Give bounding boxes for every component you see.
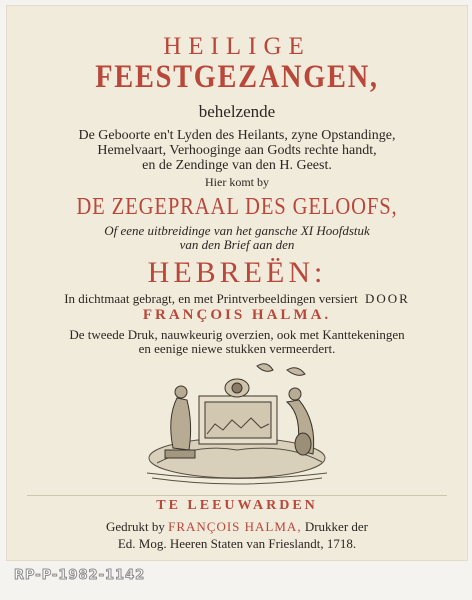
title-main: FEESTGEZANGEN,: [95, 59, 379, 95]
appendix-intro: Hier komt by: [205, 175, 269, 189]
author-name: FRANÇOIS HALMA.: [142, 307, 332, 323]
edition-block: [7, 328, 467, 356]
appendix-subtitle: [7, 224, 467, 252]
author-door: DOOR: [364, 291, 410, 306]
imprint-place: TE LEEUWARDEN: [156, 498, 318, 513]
appendix-sub-2: van den Brief aan den: [179, 237, 295, 252]
imprint-line-1: [7, 518, 467, 535]
contents-line-2: Hemelvaart, Verhooginge aan Godts rechte handt,: [97, 143, 377, 158]
appendix-book: HEBREËN:: [147, 256, 327, 289]
imprint-line-1-pre: Gedrukt by: [106, 519, 169, 534]
title-page: [7, 6, 467, 560]
contents-block: [7, 128, 467, 173]
author-line: [7, 292, 467, 305]
inventory-number: RP-P-1982-1142: [14, 568, 146, 583]
appendix-heading: DE ZEGEPRAAL DES GELOOFS,: [76, 194, 398, 220]
imprint-printer-name: FRANÇOIS HALMA,: [168, 519, 302, 534]
contents-line-1: De Geboorte en't Lyden des Heilants, zyne Opstandinge,: [78, 128, 396, 143]
contents-line-3: en de Zendinge van den H. Geest.: [142, 158, 332, 173]
imprint-line-1-post: Drukker der: [301, 519, 368, 534]
title-behelzende: behelzende: [198, 102, 276, 121]
appendix-sub-1: Of eene uitbreidinge van het gansche XI Hoofdstuk: [104, 223, 370, 238]
edition-line-1: De tweede Druk, nauwkeurig overzien, ook met Kanttekeningen: [69, 327, 405, 342]
imprint-block: [7, 518, 467, 552]
engraved-vignette: [137, 358, 337, 488]
title-line-1: HEILIGE: [163, 33, 311, 60]
author-line-1: In dichtmaat gebragt, en met Printverbeeldingen versiert: [64, 291, 358, 306]
edition-line-2: en eenige niewe stukken vermeerdert.: [138, 341, 336, 356]
imprint-line-2: Ed. Mog. Heeren Staten van Frieslandt, 1718.: [117, 536, 357, 551]
imprint-rule: [27, 495, 447, 496]
